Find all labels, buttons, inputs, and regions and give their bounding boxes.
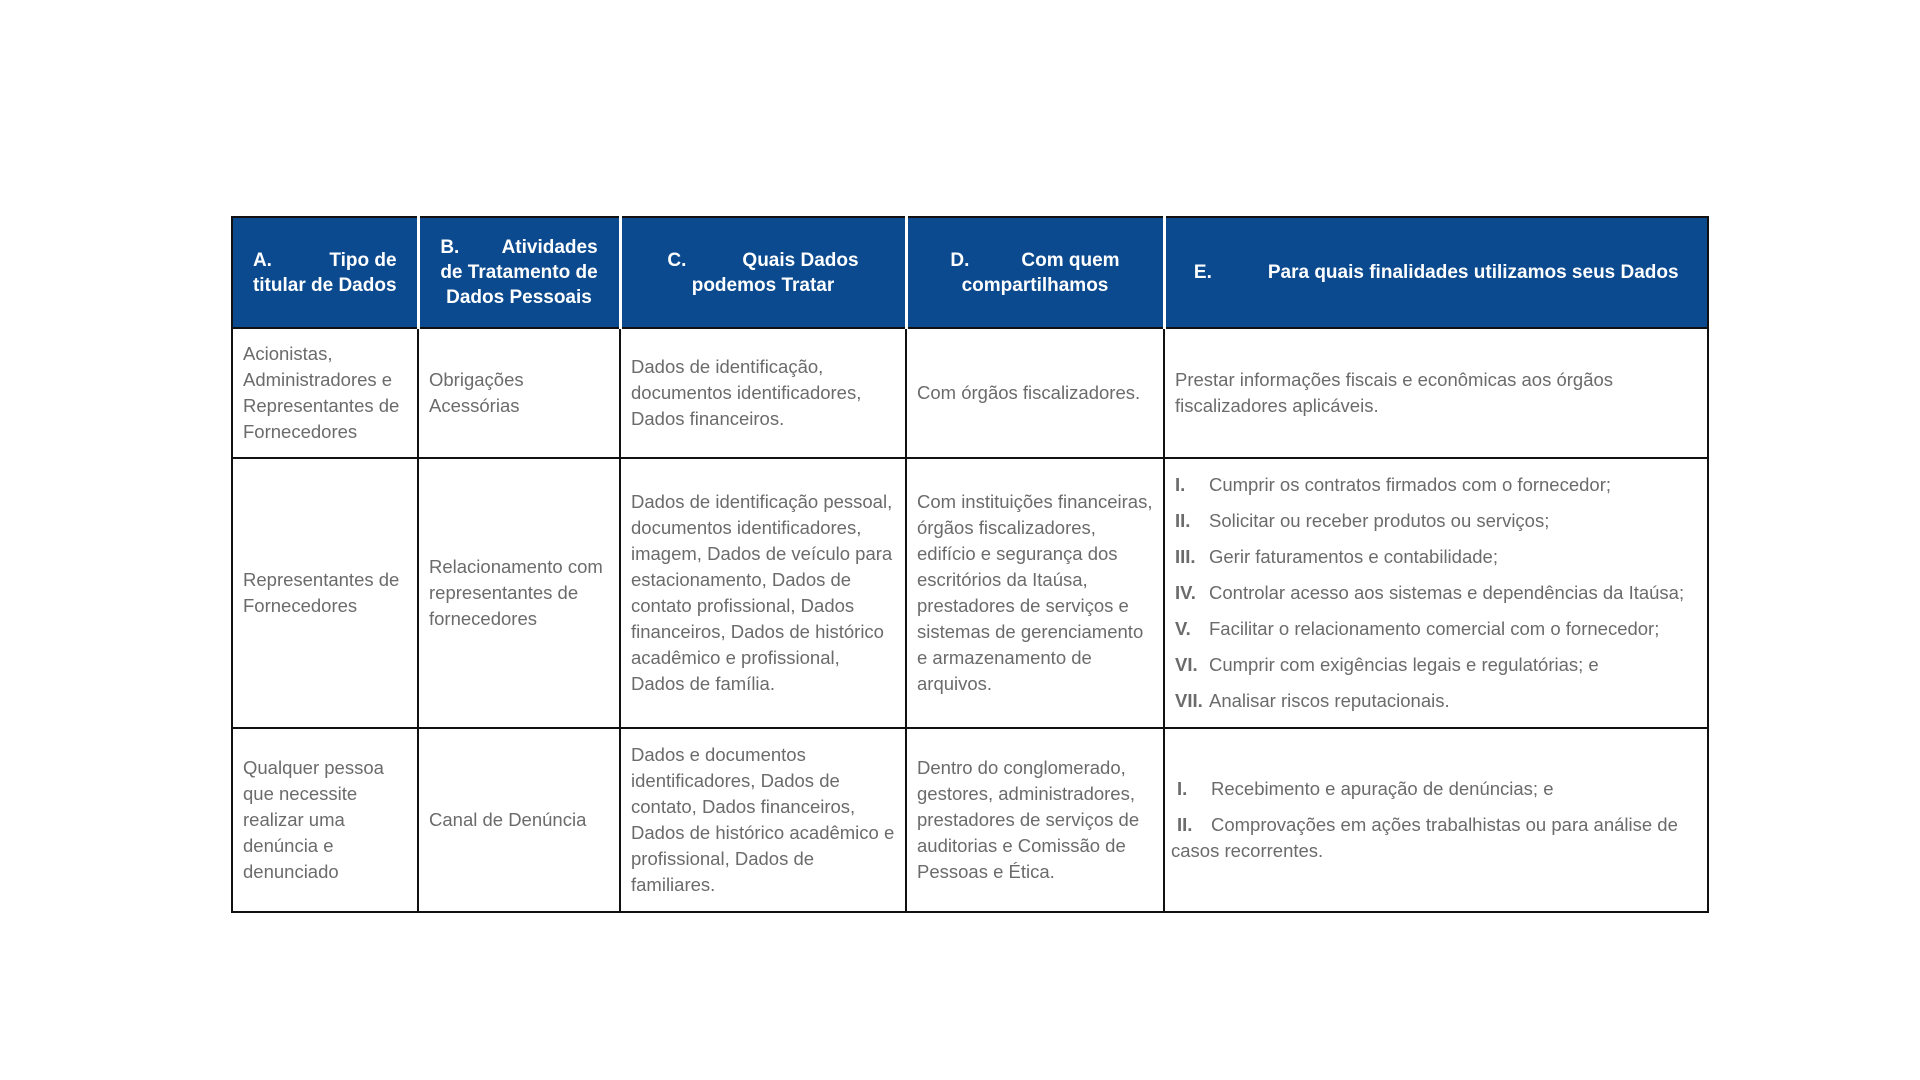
list-item bbox=[1175, 508, 1697, 534]
cell-holder: Qualquer pessoa que necessite realizar uma denúncia e denunciado bbox=[232, 728, 418, 912]
list-text: Controlar acesso aos sistemas e dependências da Itaúsa; bbox=[1209, 582, 1685, 603]
list-item bbox=[1175, 544, 1697, 570]
list-text: Solicitar ou receber produtos ou serviços; bbox=[1209, 510, 1550, 531]
list-number: III. bbox=[1175, 546, 1196, 567]
header-processing-activities bbox=[418, 217, 620, 328]
table-row bbox=[232, 328, 1708, 458]
list-number: IV. bbox=[1175, 582, 1196, 603]
cell-holder: Representantes de Fornecedores bbox=[232, 458, 418, 728]
list-text: Cumprir com exigências legais e regulatórias; e bbox=[1209, 654, 1599, 675]
header-shared-with bbox=[906, 217, 1164, 328]
list-text: Analisar riscos reputacionais. bbox=[1209, 690, 1450, 711]
header-letter: C. bbox=[667, 249, 687, 271]
header-letter: D. bbox=[950, 249, 970, 271]
cell-purpose bbox=[1164, 728, 1708, 912]
list-item bbox=[1175, 580, 1697, 606]
list-text: Gerir faturamentos e contabilidade; bbox=[1209, 546, 1498, 567]
list-item bbox=[1175, 472, 1697, 498]
list-item bbox=[1171, 812, 1697, 864]
list-item bbox=[1175, 688, 1697, 714]
header-title: Atividades bbox=[501, 237, 598, 258]
cell-holder: Acionistas, Administradores e Representantes de Fornecedores bbox=[232, 328, 418, 458]
list-number: VII. bbox=[1175, 690, 1203, 711]
list-number: I. bbox=[1175, 474, 1186, 495]
header-title: Tipo de bbox=[329, 249, 397, 271]
header-title: Dados Pessoais bbox=[446, 287, 592, 308]
header-letter: B. bbox=[440, 237, 460, 258]
header-letter: E. bbox=[1193, 262, 1212, 283]
header-title: Para quais finalidades utilizamos seus Dados bbox=[1267, 262, 1679, 283]
table-row bbox=[232, 728, 1708, 912]
header-letter: A. bbox=[252, 249, 272, 271]
header-title: Com quem bbox=[1021, 249, 1120, 271]
cell-data: Dados de identificação pessoal, documentos identificadores, imagem, Dados de veículo para estacionamento, Dados de contato profissional, Dados financeiros, Dados de histórico acadêmico e profissional, Dados de família. bbox=[620, 458, 906, 728]
list-item bbox=[1175, 616, 1697, 642]
cell-data: Dados de identificação, documentos identificadores, Dados financeiros. bbox=[620, 328, 906, 458]
purpose-list bbox=[1171, 776, 1697, 864]
cell-activity: Canal de Denúncia bbox=[418, 728, 620, 912]
list-number: VI. bbox=[1175, 654, 1198, 675]
list-number: II. bbox=[1175, 510, 1191, 531]
table-header-row bbox=[232, 217, 1708, 328]
list-number: V. bbox=[1175, 618, 1191, 639]
list-item bbox=[1175, 652, 1697, 678]
list-text: Comprovações em ações trabalhistas ou para análise de casos recorrentes. bbox=[1171, 814, 1678, 861]
header-data-types bbox=[620, 217, 906, 328]
cell-data: Dados e documentos identificadores, Dados de contato, Dados financeiros, Dados de histórico acadêmico e profissional, Dados de familiares. bbox=[620, 728, 906, 912]
cell-purpose bbox=[1164, 458, 1708, 728]
data-processing-table-container bbox=[231, 216, 1707, 913]
cell-purpose: Prestar informações fiscais e econômicas aos órgãos fiscalizadores aplicáveis. bbox=[1164, 328, 1708, 458]
cell-shared-with: Com órgãos fiscalizadores. bbox=[906, 328, 1164, 458]
list-item bbox=[1171, 776, 1697, 802]
list-text: Recebimento e apuração de denúncias; e bbox=[1211, 778, 1554, 799]
list-text: Cumprir os contratos firmados com o fornecedor; bbox=[1209, 474, 1612, 495]
header-purposes bbox=[1164, 217, 1708, 328]
list-number: I. bbox=[1177, 778, 1188, 799]
purpose-list bbox=[1175, 472, 1697, 714]
header-title: titular de Dados bbox=[252, 274, 397, 296]
list-text: Facilitar o relacionamento comercial com o fornecedor; bbox=[1209, 618, 1660, 639]
cell-activity: Relacionamento com representantes de fornecedores bbox=[418, 458, 620, 728]
data-processing-table bbox=[231, 216, 1709, 913]
list-number: II. bbox=[1177, 814, 1193, 835]
cell-activity: Obrigações Acessórias bbox=[418, 328, 620, 458]
header-title: de Tratamento de bbox=[440, 262, 598, 283]
table-row bbox=[232, 458, 1708, 728]
cell-shared-with: Com instituições financeiras, órgãos fiscalizadores, edifício e segurança dos escritórios da Itaúsa, prestadores de serviços e sistemas de gerenciamento e armazenamento de arquivos. bbox=[906, 458, 1164, 728]
header-title: compartilhamos bbox=[961, 274, 1109, 296]
header-title: podemos Tratar bbox=[691, 274, 835, 296]
header-title: Quais Dados bbox=[742, 249, 859, 271]
header-titular-type bbox=[232, 217, 418, 328]
cell-shared-with: Dentro do conglomerado, gestores, administradores, prestadores de serviços de auditorias e Comissão de Pessoas e Ética. bbox=[906, 728, 1164, 912]
